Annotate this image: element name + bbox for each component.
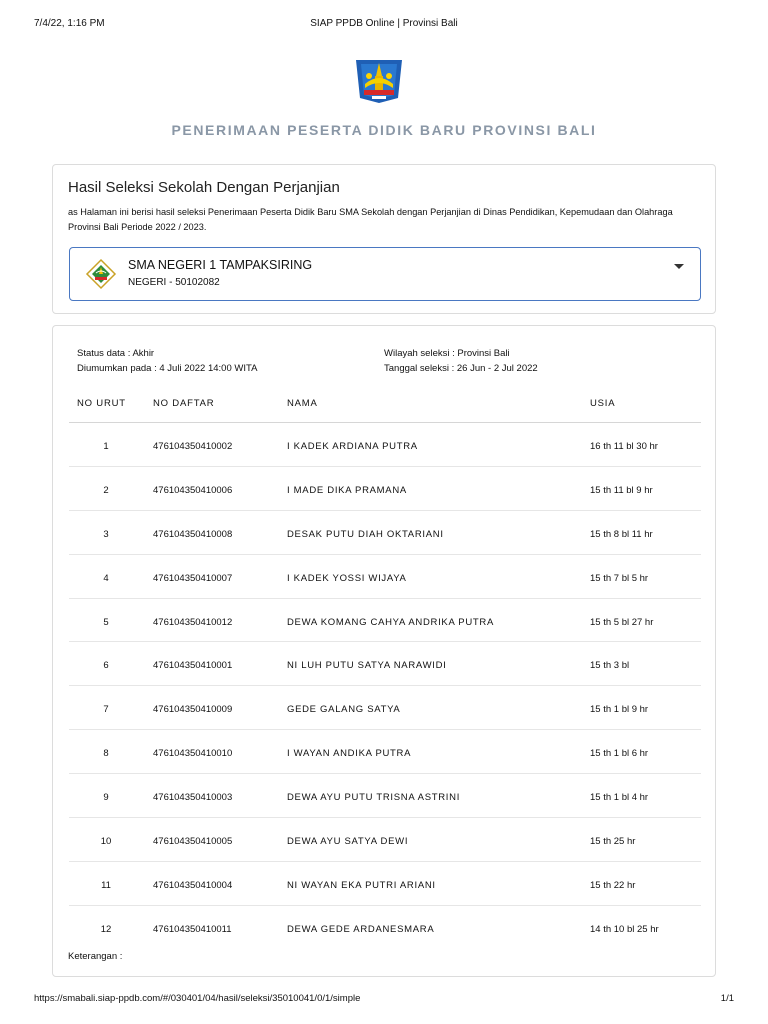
- cell-nama: GEDE GALANG SATYA: [287, 704, 401, 716]
- cell-no-daftar: 476104350410008: [153, 528, 233, 540]
- table-row: [69, 686, 701, 730]
- table-row: [69, 774, 701, 818]
- table-row: [69, 818, 701, 862]
- page-title: PENERIMAAN PESERTA DIDIK BARU PROVINSI BALI: [171, 122, 597, 138]
- cell-nama: DEWA AYU SATYA DEWI: [287, 836, 409, 848]
- table-row: [69, 423, 701, 467]
- cell-no-urut: 7: [103, 704, 109, 716]
- col-usia: USIA: [590, 398, 616, 409]
- print-page-title: SIAP PPDB Online | Provinsi Bali: [310, 18, 458, 29]
- table-row: [69, 511, 701, 555]
- cell-no-daftar: 476104350410005: [153, 836, 233, 848]
- print-footer: [34, 993, 734, 1007]
- cell-usia: 15 th 7 bl 5 hr: [590, 572, 649, 584]
- cell-no-urut: 10: [100, 836, 112, 848]
- cell-nama: I KADEK ARDIANA PUTRA: [287, 441, 418, 452]
- cell-usia: 15 th 1 bl 9 hr: [590, 704, 649, 716]
- table-header: [69, 394, 701, 423]
- cell-nama: DEWA KOMANG CAHYA ANDRIKA PUTRA: [287, 616, 494, 628]
- cell-usia: 15 th 8 bl 11 hr: [590, 528, 653, 540]
- page-number: 1/1: [720, 993, 734, 1004]
- cell-usia: 14 th 10 bl 25 hr: [590, 923, 659, 935]
- table-row: [69, 906, 701, 949]
- school-logo-icon: [85, 258, 117, 290]
- cell-no-urut: 6: [103, 660, 109, 672]
- cell-usia: 15 th 22 hr: [590, 879, 636, 891]
- cell-no-daftar: 476104350410012: [153, 616, 233, 628]
- cell-no-urut: 12: [100, 923, 112, 935]
- chevron-down-icon[interactable]: [674, 264, 684, 269]
- col-no-urut: NO URUT: [77, 398, 126, 409]
- cell-no-daftar: 476104350410007: [153, 572, 233, 584]
- cell-usia: 15 th 5 bl 27 hr: [590, 616, 654, 628]
- cell-no-urut: 11: [101, 879, 111, 891]
- school-code: NEGERI - 50102082: [128, 277, 220, 288]
- table-row: [69, 862, 701, 906]
- results-table-body: [69, 423, 701, 949]
- status-data: Status data : Akhir: [77, 348, 155, 359]
- results-card: [52, 325, 716, 977]
- cell-usia: 15 th 11 bl 9 hr: [590, 484, 653, 496]
- cell-no-urut: 9: [103, 792, 109, 804]
- cell-nama: I WAYAN ANDIKA PUTRA: [287, 748, 412, 760]
- table-row: [69, 467, 701, 511]
- cell-nama: NI WAYAN EKA PUTRI ARIANI: [287, 879, 436, 891]
- bali-province-emblem-icon: [351, 54, 407, 104]
- cell-nama: I MADE DIKA PRAMANA: [287, 484, 407, 496]
- cell-no-urut: 4: [103, 572, 109, 584]
- selection-region: Wilayah seleksi : Provinsi Bali: [384, 348, 510, 359]
- cell-usia: 15 th 1 bl 4 hr: [590, 792, 649, 804]
- cell-no-daftar: 476104350410001: [153, 660, 233, 672]
- cell-no-urut: 8: [103, 748, 109, 760]
- cell-nama: DEWA AYU PUTU TRISNA ASTRINI: [287, 792, 461, 804]
- cell-usia: 15 th 1 bl 6 hr: [590, 748, 649, 760]
- selection-info-card: [52, 164, 716, 314]
- table-row: [69, 730, 701, 774]
- table-row: [69, 555, 701, 599]
- cell-nama: NI LUH PUTU SATYA NARAWIDI: [287, 660, 447, 672]
- cell-no-daftar: 476104350410002: [153, 441, 233, 452]
- page-url: https://smabali.siap-ppdb.com/#/030401/04/hasil/seleksi/35010041/0/1/simple: [34, 993, 361, 1004]
- section-description: as Halaman ini berisi hasil seleksi Penerimaan Peserta Didik Baru SMA Sekolah dengan Perjanjian di Dinas Pendidikan, Kepemudaan dan Olahraga Provinsi Bali Periode 2022 / 2023.: [68, 207, 673, 232]
- cell-usia: 15 th 25 hr: [590, 836, 636, 848]
- cell-no-urut: 5: [103, 616, 109, 628]
- school-name: SMA NEGERI 1 TAMPAKSIRING: [128, 258, 313, 272]
- announcement-date: Diumumkan pada : 4 Juli 2022 14:00 WITA: [77, 363, 258, 374]
- school-selector[interactable]: [69, 247, 701, 301]
- table-row: [69, 599, 701, 643]
- cell-no-daftar: 476104350410004: [153, 879, 233, 891]
- cell-no-urut: 2: [103, 484, 109, 496]
- print-datetime: 7/4/22, 1:16 PM: [34, 18, 105, 29]
- cell-no-daftar: 476104350410011: [153, 923, 232, 935]
- table-row: [69, 642, 701, 686]
- print-header: [34, 18, 734, 32]
- cell-no-urut: 3: [103, 528, 109, 540]
- selection-dates: Tanggal seleksi : 26 Jun - 2 Jul 2022: [384, 363, 538, 374]
- keterangan-label: Keterangan :: [68, 951, 123, 962]
- cell-nama: I KADEK YOSSI WIJAYA: [287, 572, 407, 584]
- col-nama: NAMA: [287, 398, 318, 409]
- cell-no-daftar: 476104350410010: [153, 748, 233, 760]
- cell-no-daftar: 476104350410006: [153, 484, 233, 496]
- section-heading: Hasil Seleksi Sekolah Dengan Perjanjian: [68, 179, 340, 196]
- cell-no-daftar: 476104350410003: [153, 792, 233, 804]
- cell-no-daftar: 476104350410009: [153, 704, 233, 716]
- cell-nama: DEWA GEDE ARDANESMARA: [287, 923, 435, 935]
- cell-usia: 16 th 11 bl 30 hr: [590, 441, 658, 452]
- cell-nama: DESAK PUTU DIAH OKTARIANI: [287, 528, 444, 540]
- cell-usia: 15 th 3 bl: [590, 660, 630, 672]
- cell-no-urut: 1: [103, 441, 109, 452]
- col-no-daftar: NO DAFTAR: [153, 398, 215, 409]
